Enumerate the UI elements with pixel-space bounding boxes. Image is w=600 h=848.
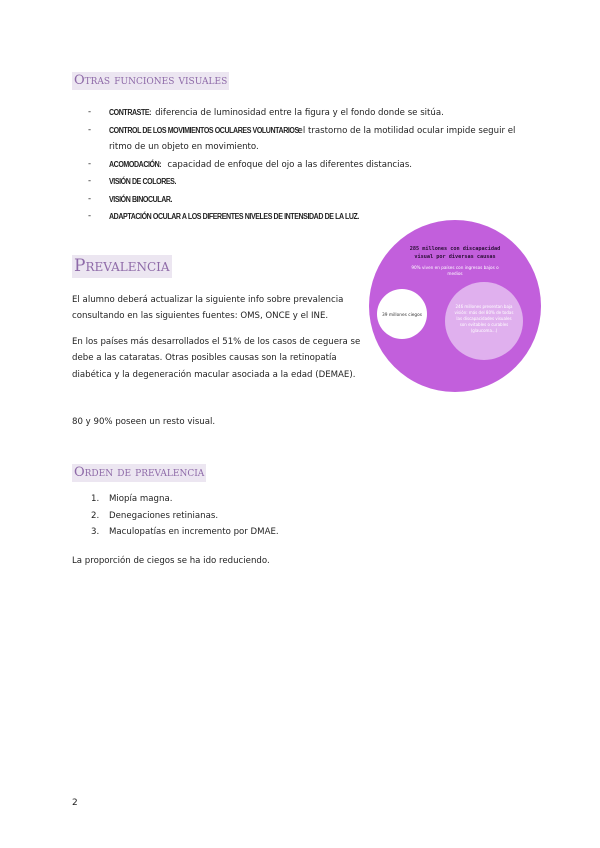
right-circle-line-5: (glaucoma...)	[470, 328, 498, 333]
list-item	[88, 156, 538, 174]
list-item	[91, 524, 279, 541]
list-number: 3.	[91, 527, 100, 537]
list-number: 1.	[91, 494, 100, 504]
left-circle-label: 39 millones ciegos	[382, 313, 422, 318]
item-text: el trastorno de la motilidad ocular impide seguir el ritmo de un objeto en movimiento.	[109, 125, 516, 152]
right-circle-line-4: son evitables o curables	[459, 322, 509, 327]
bullet-dash: -	[88, 124, 92, 135]
infographic-title-line-2: visual por diversas causas	[414, 254, 496, 260]
list-number: 2.	[91, 510, 100, 521]
list-item-text: Miopía magna.	[109, 494, 173, 504]
list-item-text: Maculopatías en incremento por DMAE.	[109, 527, 279, 537]
right-circle-line-3: las discapacidades visuales	[456, 316, 512, 321]
item-keyword: VISIÓN DE COLORES.	[109, 176, 177, 186]
item-keyword: ACOMODACIÓN:	[109, 158, 162, 169]
item-text: diferencia de luminosidad entre la figura y el fondo donde se sitúa.	[152, 108, 444, 118]
bullet-dash: -	[88, 193, 92, 204]
right-circle-line-1: 246 millones presentan baja	[455, 304, 513, 309]
bullet-dash: -	[88, 158, 92, 169]
infographic-subtitle-line-2: medios	[447, 271, 463, 276]
prevalencia-paragraph-2: En los países más desarrollados el 51% de los casos de ceguera se debe a las cataratas. Otras posibles causas son la retinopatía diabética y la degeneración macular asociada a la edad (DEMAE).	[72, 337, 361, 380]
infographic-subtitle-line-1: 90% viven en países con ingresos bajos o	[411, 265, 499, 270]
prevalence-infographic	[366, 220, 544, 392]
right-circle	[445, 282, 523, 360]
right-circle-line-2: visión: más del 80% de todas	[454, 310, 514, 315]
prevalencia-paragraph-3: 80 y 90% poseen un resto visual.	[72, 417, 216, 427]
item-keyword: CONTROL DE LOS MOVIMIENTOS OCULARES VOLUNTARIOS:	[109, 124, 301, 135]
bullet-dash: -	[88, 176, 92, 186]
item-keyword: CONTRASTE:	[109, 107, 152, 117]
item-keyword: VISIÓN BINOCULAR.	[109, 193, 173, 204]
section-title-otras-funciones: Otras funciones visuales	[74, 73, 228, 88]
infographic-title-line-1: 285 millones con discapacidad	[409, 246, 501, 252]
page-number: 2	[72, 798, 78, 808]
prevalencia-paragraph-1: El alumno deberá actualizar la siguiente info sobre prevalencia consultando en las siguientes fuentes: OMS, ONCE y el INE.	[72, 295, 344, 322]
section-title-orden: Orden de prevalencia	[74, 465, 205, 480]
list-item	[91, 491, 279, 508]
bullet-dash: -	[88, 107, 92, 117]
list-item	[88, 122, 538, 156]
list-item	[91, 508, 279, 525]
section-title-prevalencia: Prevalencia	[74, 256, 170, 276]
closing-paragraph: La proporción de ciegos se ha ido reduciendo.	[72, 556, 270, 566]
prevalence-order-list	[91, 491, 279, 541]
visual-functions-list	[88, 104, 538, 226]
item-text: capacidad de enfoque del ojo a las diferentes distancias.	[164, 159, 413, 170]
item-keyword: ADAPTACIÓN OCULAR A LOS DIFERENTES NIVELES DE INTENSIDAD DE LA LUZ.	[109, 211, 359, 221]
list-item-text: Denegaciones retinianas.	[109, 510, 219, 521]
bullet-dash: -	[88, 211, 92, 221]
list-item	[88, 173, 538, 191]
list-item	[88, 191, 538, 209]
list-item	[88, 104, 538, 122]
